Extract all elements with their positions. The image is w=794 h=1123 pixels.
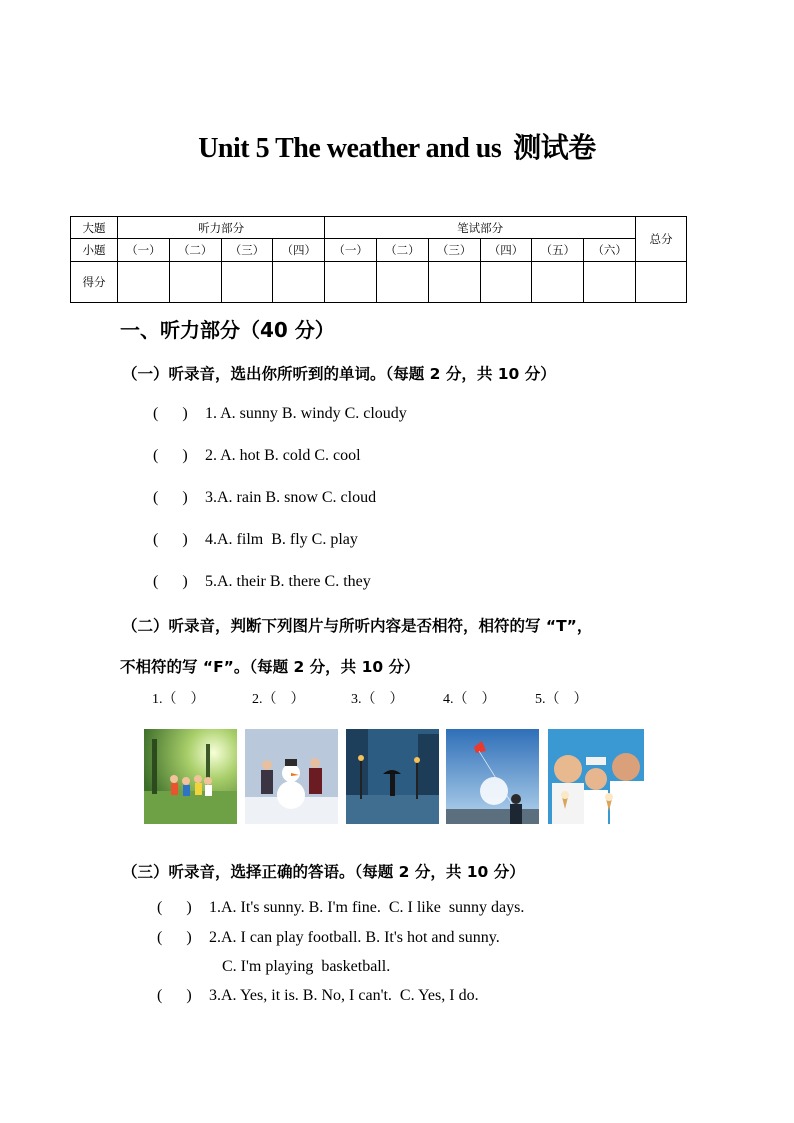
sub-col: （三） xyxy=(428,239,480,262)
picture-answer-blank[interactable]: 4.（ ） xyxy=(443,692,496,707)
score-cell[interactable] xyxy=(428,262,480,303)
sub-col: （二） xyxy=(169,239,221,262)
question-item xyxy=(153,405,407,423)
label-section: 大题 xyxy=(71,217,118,239)
sub-col: （一） xyxy=(118,239,170,262)
score-table xyxy=(70,216,687,303)
answer-blank[interactable]: ( ) xyxy=(157,929,192,946)
question-text: 1. A. sunny B. windy C. cloudy xyxy=(205,405,407,422)
score-cell[interactable] xyxy=(532,262,584,303)
question-text: 5.A. their B. there C. they xyxy=(205,573,371,590)
page-title xyxy=(0,126,794,166)
label-score: 得分 xyxy=(71,262,118,303)
kite-sky-picture xyxy=(446,729,539,824)
score-cell[interactable] xyxy=(584,262,636,303)
score-cell[interactable] xyxy=(480,262,532,303)
question-item xyxy=(157,929,500,947)
answer-blank[interactable]: ( ) xyxy=(157,899,192,916)
question-item xyxy=(153,489,376,507)
part1-heading: （一）听录音，选出你所听到的单词。（每题 2 分，共 10 分） xyxy=(122,365,556,383)
label-subsection: 小题 xyxy=(71,239,118,262)
picture-answer-blank[interactable]: 2.（ ） xyxy=(252,692,305,707)
title-chinese: 测试卷 xyxy=(513,131,596,164)
part2-heading-line1: （二）听录音，判断下列图片与所听内容是否相符，相符的写 “T”， xyxy=(122,617,593,635)
question-text: 3.A. rain B. snow C. cloud xyxy=(205,489,377,506)
question-item-continued xyxy=(222,958,390,976)
answer-blank[interactable]: ( ) xyxy=(153,489,188,506)
answer-blank[interactable]: ( ) xyxy=(153,405,188,422)
snowman-picture xyxy=(245,729,338,824)
sub-col: （五） xyxy=(532,239,584,262)
total-header: 总分 xyxy=(636,217,687,262)
part2-heading-line2: 不相符的写 “F”。（每题 2 分，共 10 分） xyxy=(120,658,420,676)
ice-cream-picture xyxy=(548,729,644,824)
sunny-park-picture xyxy=(144,729,237,824)
question-item xyxy=(153,447,361,465)
score-cell[interactable] xyxy=(169,262,221,303)
score-cell[interactable] xyxy=(118,262,170,303)
question-text: 1.A. It's sunny. B. I'm fine. C. I like sunny days. xyxy=(209,899,525,916)
answer-blank[interactable]: ( ) xyxy=(157,987,192,1004)
sub-col: （一） xyxy=(325,239,377,262)
picture-answer-blank[interactable]: 5.（ ） xyxy=(535,692,588,707)
title-english: Unit 5 The weather and us xyxy=(198,133,502,164)
picture-answer-blank[interactable]: 3.（ ） xyxy=(351,692,404,707)
part3-heading: （三）听录音，选择正确的答语。（每题 2 分，共 10 分） xyxy=(122,863,525,881)
question-text: 2.A. I can play football. B. It's hot and sunny. xyxy=(209,929,500,946)
score-cell[interactable] xyxy=(376,262,428,303)
score-cell[interactable] xyxy=(273,262,325,303)
score-cell[interactable] xyxy=(221,262,273,303)
question-item xyxy=(153,531,358,549)
sub-col: （三） xyxy=(221,239,273,262)
sub-col: （二） xyxy=(376,239,428,262)
question-text: 3.A. Yes, it is. B. No, I can't. C. Yes, I do. xyxy=(209,987,479,1004)
answer-blank[interactable]: ( ) xyxy=(153,447,188,464)
question-item xyxy=(157,899,524,917)
question-text: 4.A. film B. fly C. play xyxy=(205,531,358,548)
question-text: C. I'm playing basketball. xyxy=(222,958,391,975)
sub-col: （六） xyxy=(584,239,636,262)
score-cell[interactable] xyxy=(325,262,377,303)
writing-header: 笔试部分 xyxy=(325,217,636,239)
sub-col: （四） xyxy=(480,239,532,262)
listening-header: 听力部分 xyxy=(118,217,325,239)
question-item xyxy=(157,987,479,1005)
answer-blank[interactable]: ( ) xyxy=(153,573,188,590)
rainy-street-picture xyxy=(346,729,439,824)
answer-blank[interactable]: ( ) xyxy=(153,531,188,548)
picture-answer-blank[interactable]: 1.（ ） xyxy=(152,692,205,707)
total-score-cell[interactable] xyxy=(636,262,687,303)
sub-col: （四） xyxy=(273,239,325,262)
question-item xyxy=(153,573,371,591)
question-text: 2. A. hot B. cold C. cool xyxy=(205,447,361,464)
section-heading: 一、听力部分（40 分） xyxy=(120,318,335,342)
